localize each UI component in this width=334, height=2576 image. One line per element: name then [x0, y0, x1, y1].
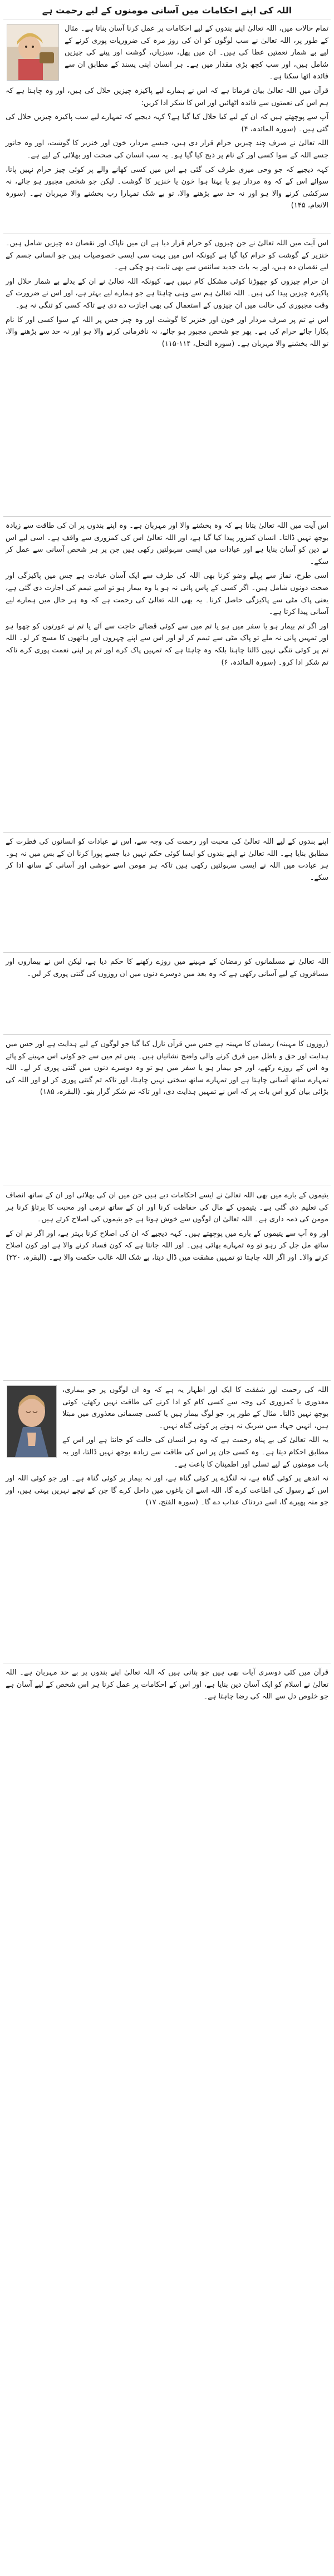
section-3-paragraph-1: اس آیت میں اللہ تعالیٰ بتاتا ہے کہ وہ بخشنے والا اور مہربان ہے۔ وہ اپنے بندوں پر ان کی طاقت سے زیادہ بوجھ نہیں ڈالتا۔ انسان کمزور پیدا کیا گیا ہے، اور اللہ تعالیٰ اس کی کمزوری سے واقف ہے۔ اسی لیے اس نے دین کو آسان بنایا ہے اور عبادات میں ایسی سہولتیں رکھی ہیں جن پر ہر شخص آسانی سے عمل کر سکے۔: [6, 522, 328, 566]
section-1-paragraph-3: اللہ تعالیٰ نے صرف چند چیزیں حرام قرار دی ہیں، جیسے مردار، خون اور خنزیر کا گوشت، اور وہ جانور جسے اللہ کے سوا کسی اور کے نام پر ذبح کیا گیا ہو۔ یہ سب انسان کی صحت اور بھلائی کے لیے ہے۔: [6, 139, 328, 160]
child-eating-illustration: [7, 24, 58, 80]
article-section-4: [3, 833, 331, 953]
article-section-6: [3, 1035, 331, 1186]
section-2-paragraph-2: ان حرام چیزوں کو چھوڑنا کوئی مشکل کام نہیں ہے، کیونکہ اللہ تعالیٰ نے ان کے بدلے بے شمار حلال اور پاکیزہ چیزیں پیدا کی ہیں۔ اللہ تعالیٰ ہم سے وہی چاہتا ہے جو ہمارے لیے بہتر ہے، اور اس نے ضرورت کے وقت مجبوری کی حالت میں ان چیزوں کے استعمال کی بھی اجازت دے دی ہے تاکہ کسی کو تنگی نہ ہو۔: [6, 277, 328, 310]
article-title: اللہ کی اپنے احکامات میں آسانی مومنوں کے لیے رحمت ہے: [3, 0, 331, 19]
article-section-8: [3, 1381, 331, 1663]
article-section-5: [3, 953, 331, 1035]
article-section-9: [3, 1663, 331, 1747]
section-3-verse: اور اگر تم بیمار ہو یا سفر میں ہو یا تم میں سے کوئی قضائے حاجت سے آئے یا تم نے عورتوں کو چھوا ہو اور تمہیں پانی نہ ملے تو پاک مٹی سے تیمم کر لو اور اس سے اپنے چہروں اور ہاتھوں کا مسح کر لو۔ اللہ تم پر کوئی تنگی نہیں ڈالنا چاہتا بلکہ وہ چاہتا ہے کہ تمہیں پاک کرے اور تم پر اپنی نعمت پوری کرے تاکہ تم شکر ادا کرو۔ (سورہ المائدہ، ۶): [6, 622, 328, 667]
section-9-paragraph-1: قرآن میں کئی دوسری آیات بھی ہیں جو بتاتی ہیں کہ اللہ تعالیٰ اپنے بندوں پر بے حد مہربان ہے۔ اللہ تعالیٰ نے اسلام کو ایک آسان دین بنایا ہے، اور اس کے احکامات پر عمل کرنا ہر اس شخص کے لیے آسان ہے جو خلوص دل سے اللہ کی رضا چاہتا ہے۔: [6, 1668, 328, 1701]
section-1-verse-2: کہہ دیجیے کہ جو وحی میری طرف کی گئی ہے اس میں کسی کھانے والے پر کوئی چیز حرام نہیں پاتا، سوائے اس کے کہ وہ مردار ہو یا بہتا ہوا خون یا خنزیر کا گوشت۔ لیکن جو شخص مجبور ہو جائے، نہ سرکشی کرنے والا ہو اور نہ حد سے بڑھنے والا، تو بے شک تمہارا رب بخشنے والا مہربان ہے۔ (سورہ الانعام، ۱۴۵): [6, 165, 328, 210]
praying-child-illustration: [7, 1386, 56, 1457]
section-5-paragraph-1: اللہ تعالیٰ نے مسلمانوں کو رمضان کے مہینے میں روزے رکھنے کا حکم دیا ہے، لیکن اس نے بیماروں اور مسافروں کے لیے آسانی رکھی ہے کہ وہ بعد میں دوسرے دنوں میں ان روزوں کی گنتی پوری کر لیں۔: [6, 958, 328, 978]
child-eating-photo: [7, 24, 59, 81]
section-4-paragraph-1: اپنے بندوں کے لیے اللہ تعالیٰ کی محبت اور رحمت کی وجہ سے، اس نے عبادات کو انسانوں کی فطرت کے مطابق بنایا ہے۔ اللہ تعالیٰ نے اپنے بندوں کو ایسا کوئی حکم نہیں دیا جسے پورا کرنا ان کے بس میں نہ ہو۔ ہر عبادت میں اللہ نے ایسی سہولتیں رکھی ہیں تاکہ ہر مومن اسے خوشی اور آسانی کے ساتھ ادا کر سکے۔: [6, 838, 328, 882]
section-3-paragraph-2: اسی طرح، نماز سے پہلے وضو کرنا بھی اللہ کی طرف سے ایک آسان عبادت ہے جس میں پاکیزگی اور صحت دونوں شامل ہیں۔ اگر کسی کے پاس پانی نہ ہو یا وہ بیمار ہو تو اسے تیمم کی اجازت دی گئی ہے، یعنی پاک مٹی سے پاکیزگی حاصل کرنا۔ یہ بھی اللہ تعالیٰ کی رحمت ہے کہ وہ ہر حال میں ہمارے لیے آسانی پیدا کرتا ہے۔: [6, 572, 328, 617]
article-section-1: [3, 19, 331, 234]
praying-child-photo: [7, 1385, 57, 1458]
section-8-paragraph-1: اللہ کی رحمت اور شفقت کا ایک اور اظہار یہ ہے کہ وہ ان لوگوں پر جو بیماری، معذوری یا کمزوری کی وجہ سے کسی کام کو ادا کرنے کی طاقت نہیں رکھتے، کوئی بوجھ نہیں ڈالتا۔ مثال کے طور پر، جو لوگ بیمار ہیں یا کسی جسمانی معذوری میں مبتلا ہیں، انہیں جہاد میں شریک نہ ہونے پر کوئی گناہ نہیں۔: [62, 1386, 328, 1430]
section-1-paragraph-2: قرآن میں اللہ تعالیٰ بیان فرماتا ہے کہ اس نے ہمارے لیے پاکیزہ چیزیں حلال کی ہیں، اور وہ چاہتا ہے کہ ہم اس کی نعمتوں سے فائدہ اٹھائیں اور اس کا شکر ادا کریں:: [6, 86, 328, 107]
section-8-paragraph-2: یہ اللہ تعالیٰ کی بے پناہ رحمت ہے کہ وہ ہر انسان کی حالت کو جانتا ہے اور اس کے مطابق احکام دیتا ہے۔ وہ کسی جان پر اس کی طاقت سے زیادہ بوجھ نہیں ڈالتا، اور یہ بات مومنوں کے لیے تسلی اور اطمینان کا باعث ہے۔: [62, 1436, 328, 1469]
section-7-paragraph-1: یتیموں کے بارے میں بھی اللہ تعالیٰ نے ایسے احکامات دیے ہیں جن میں ان کی بھلائی اور ان کے ساتھ انصاف کی تعلیم دی گئی ہے۔ یتیموں کے مال کی حفاظت کرنا اور ان کے ساتھ نرمی اور محبت کا برتاؤ کرنا ہر مومن کی ذمہ داری ہے۔ اللہ تعالیٰ ان لوگوں سے خوش ہوتا ہے جو یتیموں کی اصلاح کرتے ہیں۔: [6, 1191, 328, 1224]
section-7-verse: اور وہ آپ سے یتیموں کے بارے میں پوچھتے ہیں۔ کہہ دیجیے کہ ان کی اصلاح کرنا بہتر ہے، اور اگر تم ان کے ساتھ مل جل کر رہو تو وہ تمہارے بھائی ہیں۔ اور اللہ جانتا ہے کہ کون فساد کرنے والا ہے اور کون اصلاح کرنے والا۔ اور اگر اللہ چاہتا تو تمہیں مشقت میں ڈال دیتا، بے شک اللہ غالب حکمت والا ہے۔ (البقرہ، ۲۲۰): [6, 1229, 328, 1262]
article-section-7: [3, 1186, 331, 1381]
article-section-3: [3, 517, 331, 833]
article-section-2: [3, 234, 331, 517]
section-6-verse: (روزوں کا مہینہ) رمضان کا مہینہ ہے جس میں قرآن نازل کیا گیا جو لوگوں کے لیے ہدایت ہے اور جس میں ہدایت اور حق و باطل میں فرق کرنے والی واضح نشانیاں ہیں۔ پس تم میں سے جو کوئی اس مہینے کو پائے وہ اس کے روزے رکھے، اور جو بیمار ہو یا سفر میں ہو تو وہ دوسرے دنوں میں گنتی پوری کر لے۔ اللہ تمہارے ساتھ آسانی چاہتا ہے اور تمہارے ساتھ سختی نہیں چاہتا، اور تاکہ تم گنتی پوری کر لو اور اللہ کی بڑائی بیان کرو اس بات پر کہ اس نے تمہیں ہدایت دی، اور تاکہ تم شکر گزار بنو۔ (البقرہ، ۱۸۵): [6, 1040, 328, 1097]
section-2-verse: اس نے تم پر صرف مردار اور خون اور خنزیر کا گوشت اور وہ چیز جس پر اللہ کے سوا کسی اور کا نام پکارا جائے حرام کی ہے۔ پھر جو شخص مجبور ہو جائے، نہ نافرمانی کرنے والا ہو اور نہ حد سے بڑھنے والا، تو اللہ بخشنے والا مہربان ہے۔ (سورہ النحل، ۱۱۴-۱۱۵): [6, 315, 328, 348]
section-2-paragraph-1: اس آیت میں اللہ تعالیٰ نے جن چیزوں کو حرام قرار دیا ہے ان میں ناپاک اور نقصان دہ چیزیں شامل ہیں۔ خنزیر کے گوشت کو حرام کیا گیا ہے کیونکہ اس میں بہت سی ایسی خصوصیات ہیں جو انسانی جسم کے لیے نقصان دہ ہیں، اور یہ بات جدید سائنس سے بھی ثابت ہو چکی ہے۔: [6, 239, 328, 272]
section-8-verse: نہ اندھے پر کوئی گناہ ہے، نہ لنگڑے پر کوئی گناہ ہے، اور نہ بیمار پر کوئی گناہ ہے۔ اور جو کوئی اللہ اور اس کے رسول کی اطاعت کرے گا، اللہ اسے ان باغوں میں داخل کرے گا جن کے نیچے نہریں بہتی ہیں، اور جو منہ پھیرے گا، اسے دردناک عذاب دے گا۔ (سورہ الفتح، ۱۷): [6, 1474, 328, 1507]
section-1-verse-1: آپ سے پوچھتے ہیں کہ ان کے لیے کیا حلال کیا گیا ہے؟ کہہ دیجیے کہ تمہارے لیے سب پاکیزہ چیزیں حلال کی گئی ہیں۔ (سورہ المائدہ، ۴): [6, 113, 328, 133]
section-1-paragraph-1: تمام حالات میں، اللہ تعالیٰ اپنے بندوں کے لیے احکامات پر عمل کرنا آسان بناتا ہے۔ مثال کے طور پر، اللہ تعالیٰ نے سب لوگوں کو ان کی روز مرہ کی ضروریات پوری کرنے کے لیے بے شمار نعمتیں عطا کی ہیں۔ ان میں پھل، سبزیاں، گوشت اور پینے کی چیزیں شامل ہیں، اور سب کچھ بڑی مقدار میں ہے۔ ہر انسان اپنی پسند کے مطابق ان سے فائدہ اٹھا سکتا ہے۔: [65, 24, 328, 81]
